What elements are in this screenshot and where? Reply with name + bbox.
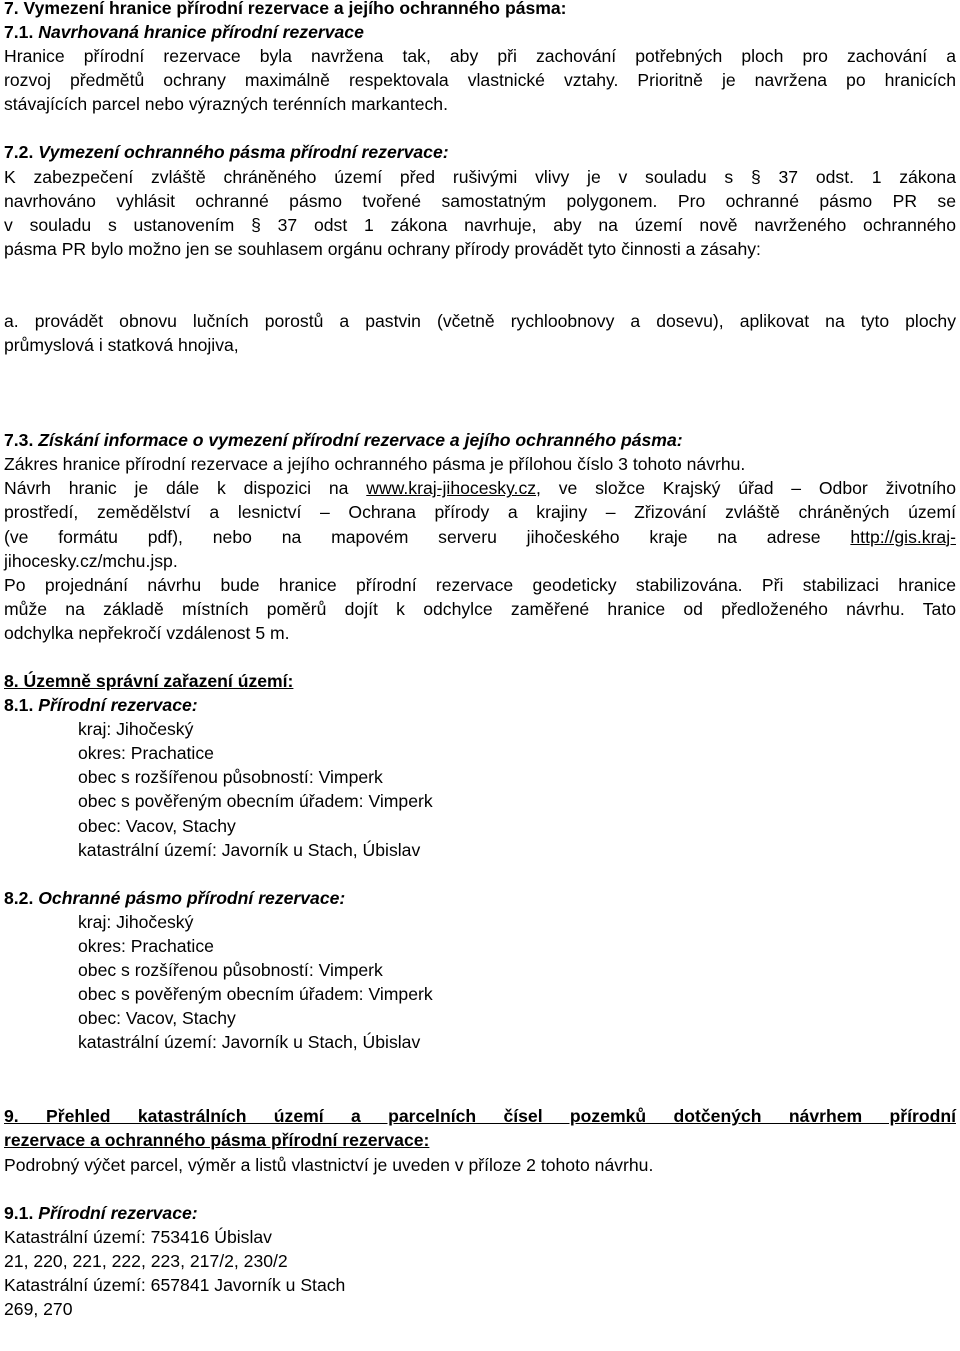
section-7-heading: 7. Vymezení hranice přírodní rezervace a jejího ochranného pásma: bbox=[4, 0, 567, 18]
section-number: 8.1. bbox=[4, 695, 34, 716]
paragraph-line: Návrh hranic je dále k dispozici na www.kraj-jihocesky.cz, ve složce Krajský úřad – Odbor životního bbox=[4, 478, 956, 499]
section-9-heading-continued: rezervace a ochranného pásma přírodní rezervace: bbox=[4, 1130, 430, 1151]
admin-item: obec: Vacov, Stachy bbox=[78, 815, 236, 836]
section-title: Získání informace o vymezení přírodní rezervace a jejího ochranného pásma: bbox=[38, 430, 683, 451]
paragraph-line: prostředí, zemědělství a lesnictví – Ochrana přírody a krajiny – Zřizování zvláště chráněných území bbox=[4, 502, 956, 523]
paragraph-line: K zabezpečení zvláště chráněného území před rušivými vlivy je v souladu s § 37 odst. 1 zákona bbox=[4, 166, 956, 187]
section-title: Vymezení ochranného pásma přírodní rezervace: bbox=[38, 142, 449, 163]
admin-item: okres: Prachatice bbox=[78, 935, 214, 956]
list-item-a: a. provádět obnovu lučních porostů a pastvin (včetně rychloobnovy a dosevu), aplikovat na tyto plochy bbox=[4, 310, 956, 331]
paragraph-line: rozvoj předmětů ochrany maximálně respektovala vlastnické vztahy. Prioritně je navržena po hranicích bbox=[4, 70, 956, 91]
section-7-2-heading bbox=[4, 140, 956, 164]
paragraph-line: odchylka nepřekročí vzdálenost 5 m. bbox=[4, 622, 290, 643]
admin-item: obec s pověřeným obecním úřadem: Vimperk bbox=[78, 984, 433, 1005]
website-link[interactable]: www.kraj-jihocesky.cz bbox=[366, 478, 537, 499]
section-title: Přírodní rezervace: bbox=[38, 1202, 198, 1223]
cadastral-line: Katastrální území: 753416 Úbislav bbox=[4, 1226, 272, 1247]
section-title: Navrhovaná hranice přírodní rezervace bbox=[38, 22, 364, 43]
section-number: 9.1. bbox=[4, 1202, 34, 1223]
admin-item: obec s rozšířenou působností: Vimperk bbox=[78, 960, 383, 980]
paragraph-line: navrhováno vyhlásit ochranné pásmo tvořené samostatným polygonem. Pro ochranné pásmo PR se bbox=[4, 190, 957, 211]
parcel-numbers: 269, 270 bbox=[4, 1299, 73, 1320]
section-number: 7.1. bbox=[4, 22, 34, 43]
paragraph-line: (ve formátu pdf), nebo na mapovém serveru jihočeského kraje na adrese http://gis.kraj- bbox=[4, 526, 956, 547]
section-7-1-heading bbox=[4, 20, 956, 44]
paragraph-line: může na základě místních poměrů dojít k odchylce zaměřené hranice od předloženého návrhu. Tato bbox=[4, 598, 956, 619]
paragraph-line: v souladu s ustanovením § 37 odst 1 zákona navrhuje, aby na území nově navrženého ochranného bbox=[4, 214, 956, 235]
paragraph-line: Hranice přírodní rezervace byla navržena tak, aby při zachování potřebných ploch pro zachování a bbox=[4, 46, 956, 67]
paragraph-line: Po projednání návrhu bude hranice přírodní rezervace geodeticky stabilizována. Při stabilizaci hranice bbox=[4, 574, 956, 595]
admin-item: kraj: Jihočeský bbox=[78, 719, 194, 740]
admin-item: obec s rozšířenou působností: Vimperk bbox=[78, 767, 383, 788]
section-number: 7.3. bbox=[4, 430, 34, 451]
paragraph-line: stávajících parcel nebo výrazných terénních markantech. bbox=[4, 94, 448, 115]
section-title: Ochranné pásmo přírodní rezervace: bbox=[38, 887, 346, 908]
admin-item: katastrální území: Javorník u Stach, Úbislav bbox=[78, 1032, 421, 1053]
admin-item: okres: Prachatice bbox=[78, 743, 214, 764]
admin-item: obec s pověřeným obecním úřadem: Vimperk bbox=[78, 791, 433, 812]
paragraph-line: Podrobný výčet parcel, výměr a listů vlastnictví je uveden v příloze 2 tohoto návrhu. bbox=[4, 1154, 654, 1175]
section-title: Přírodní rezervace: bbox=[38, 695, 198, 716]
section-8-2-heading bbox=[4, 886, 956, 910]
section-number: 8.2. bbox=[4, 887, 34, 908]
paragraph-line: jihocesky.cz/mchu.jsp. bbox=[4, 550, 178, 571]
admin-item: katastrální území: Javorník u Stach, Úbislav bbox=[78, 839, 421, 860]
paragraph-line: Zákres hranice přírodní rezervace a jejího ochranného pásma je přílohou číslo 3 tohoto návrhu. bbox=[4, 454, 746, 475]
section-9-1-heading bbox=[4, 1201, 956, 1225]
admin-item: obec: Vacov, Stachy bbox=[78, 1008, 236, 1029]
section-number: 7.2. bbox=[4, 142, 34, 163]
section-7-3-heading bbox=[4, 428, 956, 452]
section-8-heading: 8. Územně správní zařazení území: bbox=[4, 670, 294, 691]
map-server-link[interactable]: http://gis.kraj- bbox=[850, 526, 956, 547]
admin-item: kraj: Jihočeský bbox=[78, 911, 194, 932]
section-8-1-heading bbox=[4, 693, 956, 717]
parcel-numbers: 21, 220, 221, 222, 223, 217/2, 230/2 bbox=[4, 1250, 288, 1271]
list-item-a-continued: průmyslová i statková hnojiva, bbox=[4, 335, 239, 356]
section-9-heading: 9. Přehled katastrálních území a parcelních čísel pozemků dotčených návrhem přírodní bbox=[4, 1106, 956, 1127]
cadastral-line: Katastrální území: 657841 Javorník u Stach bbox=[4, 1274, 346, 1295]
paragraph-line: pásma PR bylo možno jen se souhlasem orgánu ochrany přírody provádět tyto činnosti a zásahy: bbox=[4, 238, 761, 259]
document-page bbox=[4, 0, 956, 1321]
